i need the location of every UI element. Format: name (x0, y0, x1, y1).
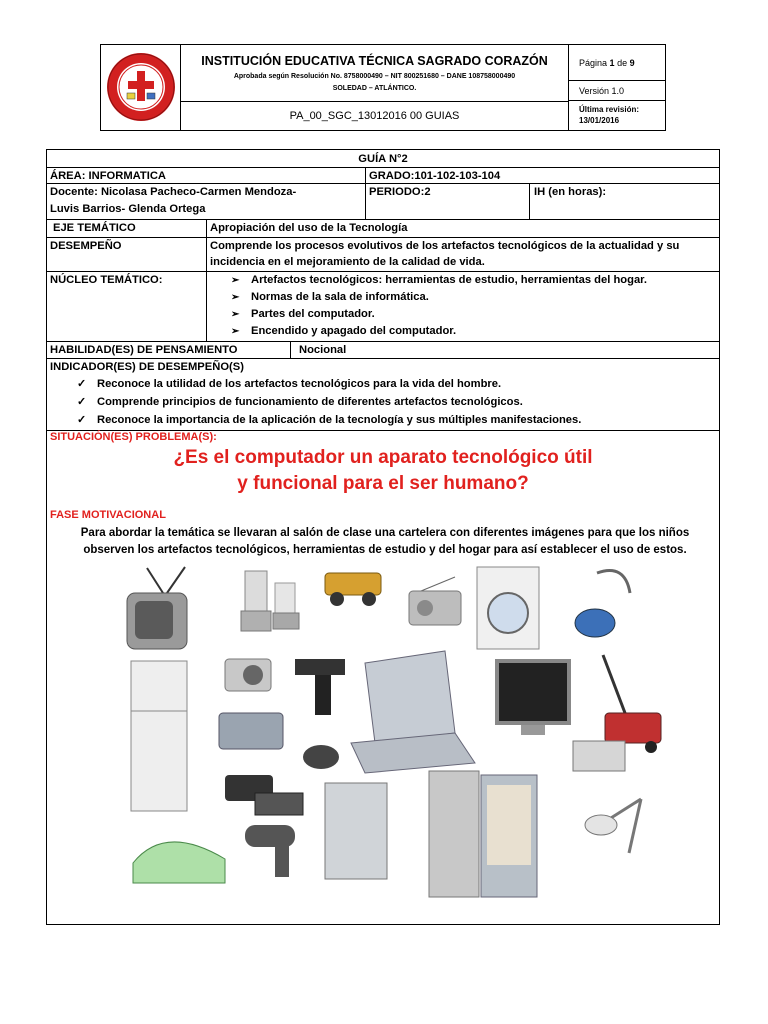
school-seal-logo (101, 45, 181, 130)
fase-paragraph (57, 525, 713, 559)
list-item: ➢ Artefactos tecnológicos: herramientas de estudio, herramientas del hogar. (231, 272, 719, 289)
page-label: Página (579, 58, 608, 68)
header-title-block (181, 45, 569, 130)
resolution-line: Aprobada según Resolución No. 8758000490 – NIT 800251680 – DANE 108758000490 (233, 73, 516, 80)
handheld-device-image (219, 713, 283, 749)
page-total: 9 (629, 58, 635, 68)
radio-image (409, 577, 461, 625)
fase-line-1: Para abordar la temática se llevaran al salón de clase una cartelera con diferentes imágenes para que los niños (80, 527, 690, 539)
guide-table (46, 149, 720, 925)
habilidad-row (47, 342, 719, 359)
indicadores-list (47, 375, 719, 429)
institution-block (181, 45, 568, 102)
situacion-label: SITUACIÓN(ES) PROBLEMA(S): (50, 431, 217, 443)
list-item: ➢ Normas de la sala de informática. (231, 289, 719, 306)
institution-name: INSTITUCIÓN EDUCATIVA TÉCNICA SAGRADO CORAZÓN (201, 54, 548, 68)
printer-image (573, 741, 625, 771)
revision-label: Última revisión: (579, 105, 640, 114)
arrow-bullet-icon: ➢ (231, 275, 240, 286)
television-image (127, 567, 187, 649)
header-meta (569, 45, 665, 130)
check-icon: ✓ (77, 378, 87, 390)
list-item: ✓ Reconoce la importancia de la aplicación de la tecnología y sus múltiples manifestaciones. (77, 411, 719, 429)
desempeno-line-2: incidencia en el mejoramiento de la calidad de vida. (210, 256, 485, 268)
fase-label: FASE MOTIVACIONAL (50, 509, 166, 521)
monitor-image (497, 661, 569, 735)
dishwasher-image (325, 783, 387, 879)
eje-value: Apropiación del uso de la Tecnología (210, 222, 408, 234)
arrow-bullet-icon: ➢ (231, 309, 240, 320)
revision-date: 13/01/2016 (579, 116, 620, 125)
desempeno-row (47, 238, 719, 272)
blender-image (241, 571, 299, 631)
drill-image (295, 659, 345, 715)
desk-lamp-image (585, 799, 641, 853)
arrow-bullet-icon: ➢ (231, 326, 240, 337)
list-item: ➢ Partes del computador. (231, 306, 719, 323)
iron-image (133, 842, 225, 883)
docente-cell (47, 184, 366, 219)
docente-row (47, 184, 719, 220)
vending-machine-image (429, 771, 537, 897)
grado-cell: GRADO:101-102-103-104 (369, 170, 501, 182)
list-item: ✓ Comprende principios de funcionamiento de diferentes artefactos tecnológicos. (77, 393, 719, 411)
vacuum-cleaner-image (575, 571, 630, 638)
collage-caption (127, 913, 683, 921)
laptop-image (351, 651, 475, 773)
city-line: SOLEDAD – ATLÁNTICO. (332, 85, 417, 92)
desempeno-line-1: Comprende los procesos evolutivos de los artefactos tecnológicos de la actualidad y su (210, 240, 680, 252)
lawn-mower-image (603, 655, 661, 753)
nucleo-row (47, 272, 719, 342)
refrigerator-image (131, 661, 187, 811)
version-label: Versión 1.0 (569, 81, 665, 101)
indicadores-label: INDICADOR(ES) DE DESEMPEÑO(S) (50, 361, 244, 373)
toy-jeep-image (325, 573, 381, 606)
appliances-collage (125, 563, 685, 921)
docente-line-2: Luvis Barrios- Glenda Ortega (50, 203, 206, 215)
problem-question (47, 445, 719, 497)
indicadores-row (47, 359, 719, 431)
revision-block (569, 101, 665, 130)
camera-image (225, 659, 271, 691)
nucleo-list (231, 272, 719, 340)
nucleo-value (207, 272, 719, 341)
hair-dryer-image (245, 825, 295, 877)
page-of: de (617, 58, 628, 68)
periodo-cell: PERIODO:2 (366, 184, 530, 219)
mouse-image (303, 745, 339, 769)
guide-title: GUÍA N°2 (47, 150, 719, 168)
situacion-section (47, 431, 719, 924)
area-row (47, 168, 719, 184)
habilidad-label: HABILIDAD(ES) DE PENSAMIENTO (47, 342, 291, 358)
washing-machine-image (477, 567, 539, 649)
question-line-2: y funcional para el ser humano? (237, 473, 529, 494)
ih-cell: IH (en horas): (534, 186, 607, 198)
logo-cell (101, 45, 181, 130)
area-cell: ÁREA: INFORMATICA (47, 168, 366, 183)
habilidad-value: Nocional (299, 344, 347, 356)
desempeno-value (207, 238, 719, 271)
page-indicator (569, 45, 665, 81)
eje-label: EJE TEMÁTICO (47, 220, 207, 237)
page-number: 1 (609, 58, 615, 68)
document-header (100, 44, 666, 131)
docente-line-1: Docente: Nicolasa Pacheco-Carmen Mendoza- (50, 186, 297, 198)
eje-row (47, 220, 719, 238)
list-item: ➢ Encendido y apagado del computador. (231, 323, 719, 340)
desempeno-label: DESEMPEÑO (47, 238, 207, 271)
video-camera-image (225, 775, 303, 815)
list-item: ✓ Reconoce la utilidad de los artefactos tecnológicos para la vida del hombre. (77, 375, 719, 393)
arrow-bullet-icon: ➢ (231, 292, 240, 303)
document-code: PA_00_SGC_13012016 00 GUIAS (289, 110, 460, 122)
fase-line-2: observen los artefactos tecnológicos, herramientas de estudio y del hogar para así establecer el uso de estos. (83, 544, 687, 556)
nucleo-label: NÚCLEO TEMÁTICO: (47, 272, 207, 341)
check-icon: ✓ (77, 414, 87, 426)
question-line-1: ¿Es el computador un aparato tecnológico útil (173, 447, 593, 468)
check-icon: ✓ (77, 396, 87, 408)
